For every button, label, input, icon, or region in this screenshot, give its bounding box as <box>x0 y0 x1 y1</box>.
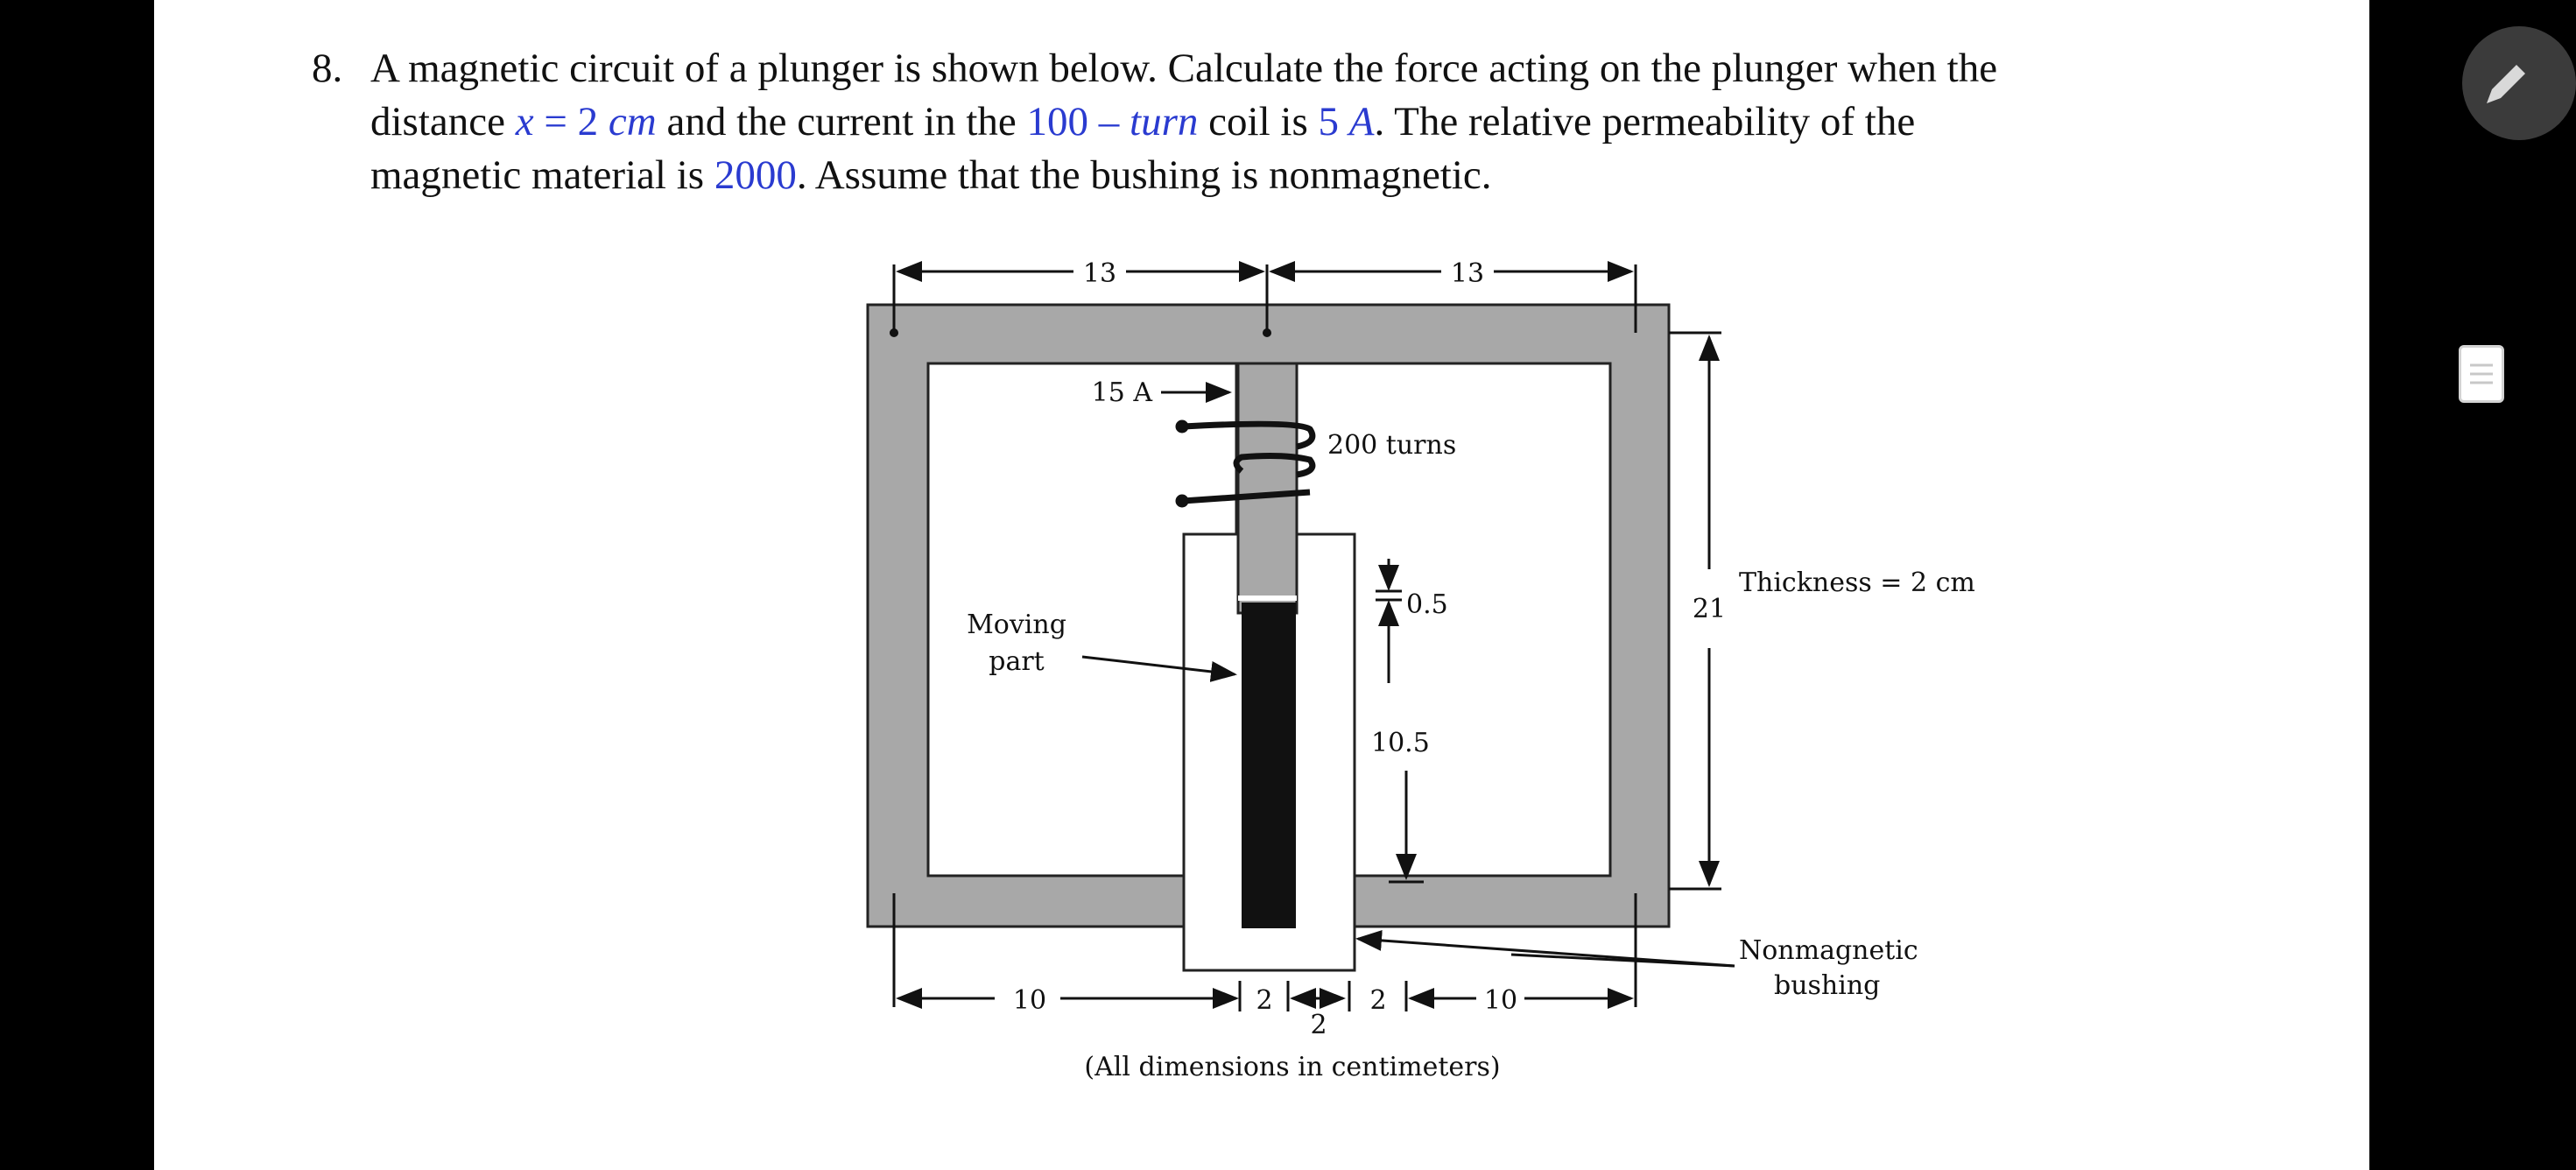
plunger-magnetic-circuit-figure <box>706 245 1975 1103</box>
plunger-length-label: 10.5 <box>1371 728 1430 758</box>
bushing-label-2: bushing <box>1774 970 1881 1001</box>
turns-value: 100 – <box>1026 99 1130 144</box>
current-label: 15 A <box>1091 377 1152 408</box>
menu-button[interactable] <box>2459 345 2504 403</box>
problem-number: 8. <box>312 46 343 91</box>
gap-label: 0.5 <box>1406 589 1448 620</box>
plunger-moving-part <box>1242 603 1296 928</box>
dim-bottom-2b: 2 <box>1369 985 1387 1016</box>
thickness-label: Thickness = 2 cm <box>1739 567 1975 598</box>
dim-bottom-2a: 2 <box>1256 985 1273 1016</box>
dim-bottom-right: 10 <box>1483 985 1518 1016</box>
dim-bottom-left: 10 <box>1012 985 1047 1016</box>
current-value: 5 <box>1318 99 1349 144</box>
moving-part-label-1: Moving <box>967 610 1066 640</box>
figure-caption: (All dimensions in centimeters) <box>1084 1052 1501 1082</box>
distance-value: = 2 <box>533 99 609 144</box>
height-label: 21 <box>1692 594 1727 624</box>
permeability-value: 2000 <box>714 152 797 198</box>
moving-part-label-2: part <box>989 646 1045 677</box>
turns-word: turn <box>1130 99 1199 144</box>
pencil-icon <box>2474 54 2536 116</box>
problem-line-2: distance x = 2 cm and the current in the 100 – turn coil is 5 A. The relative permeability of the <box>370 99 1916 144</box>
problem-line-1: A magnetic circuit of a plunger is shown below. Calculate the force acting on the plunger when the <box>370 46 1998 91</box>
problem-statement <box>312 42 2264 202</box>
dim-top-right: 13 <box>1450 258 1485 289</box>
distance-unit: cm <box>608 99 657 144</box>
turns-label: 200 turns <box>1327 430 1457 461</box>
edit-button[interactable] <box>2462 26 2576 140</box>
variable-x: x <box>515 99 534 144</box>
document-page <box>154 0 2369 1170</box>
bushing-label-1: Nonmagnetic <box>1739 935 1918 966</box>
current-unit: A <box>1348 99 1375 144</box>
problem-line-3: magnetic material is 2000. Assume that the bushing is nonmagnetic. <box>370 152 1492 198</box>
central-limb <box>1238 363 1297 613</box>
dim-top-left: 13 <box>1082 258 1117 289</box>
menu-lines-icon <box>2461 348 2502 400</box>
dim-bottom-2c: 2 <box>1310 1010 1327 1040</box>
